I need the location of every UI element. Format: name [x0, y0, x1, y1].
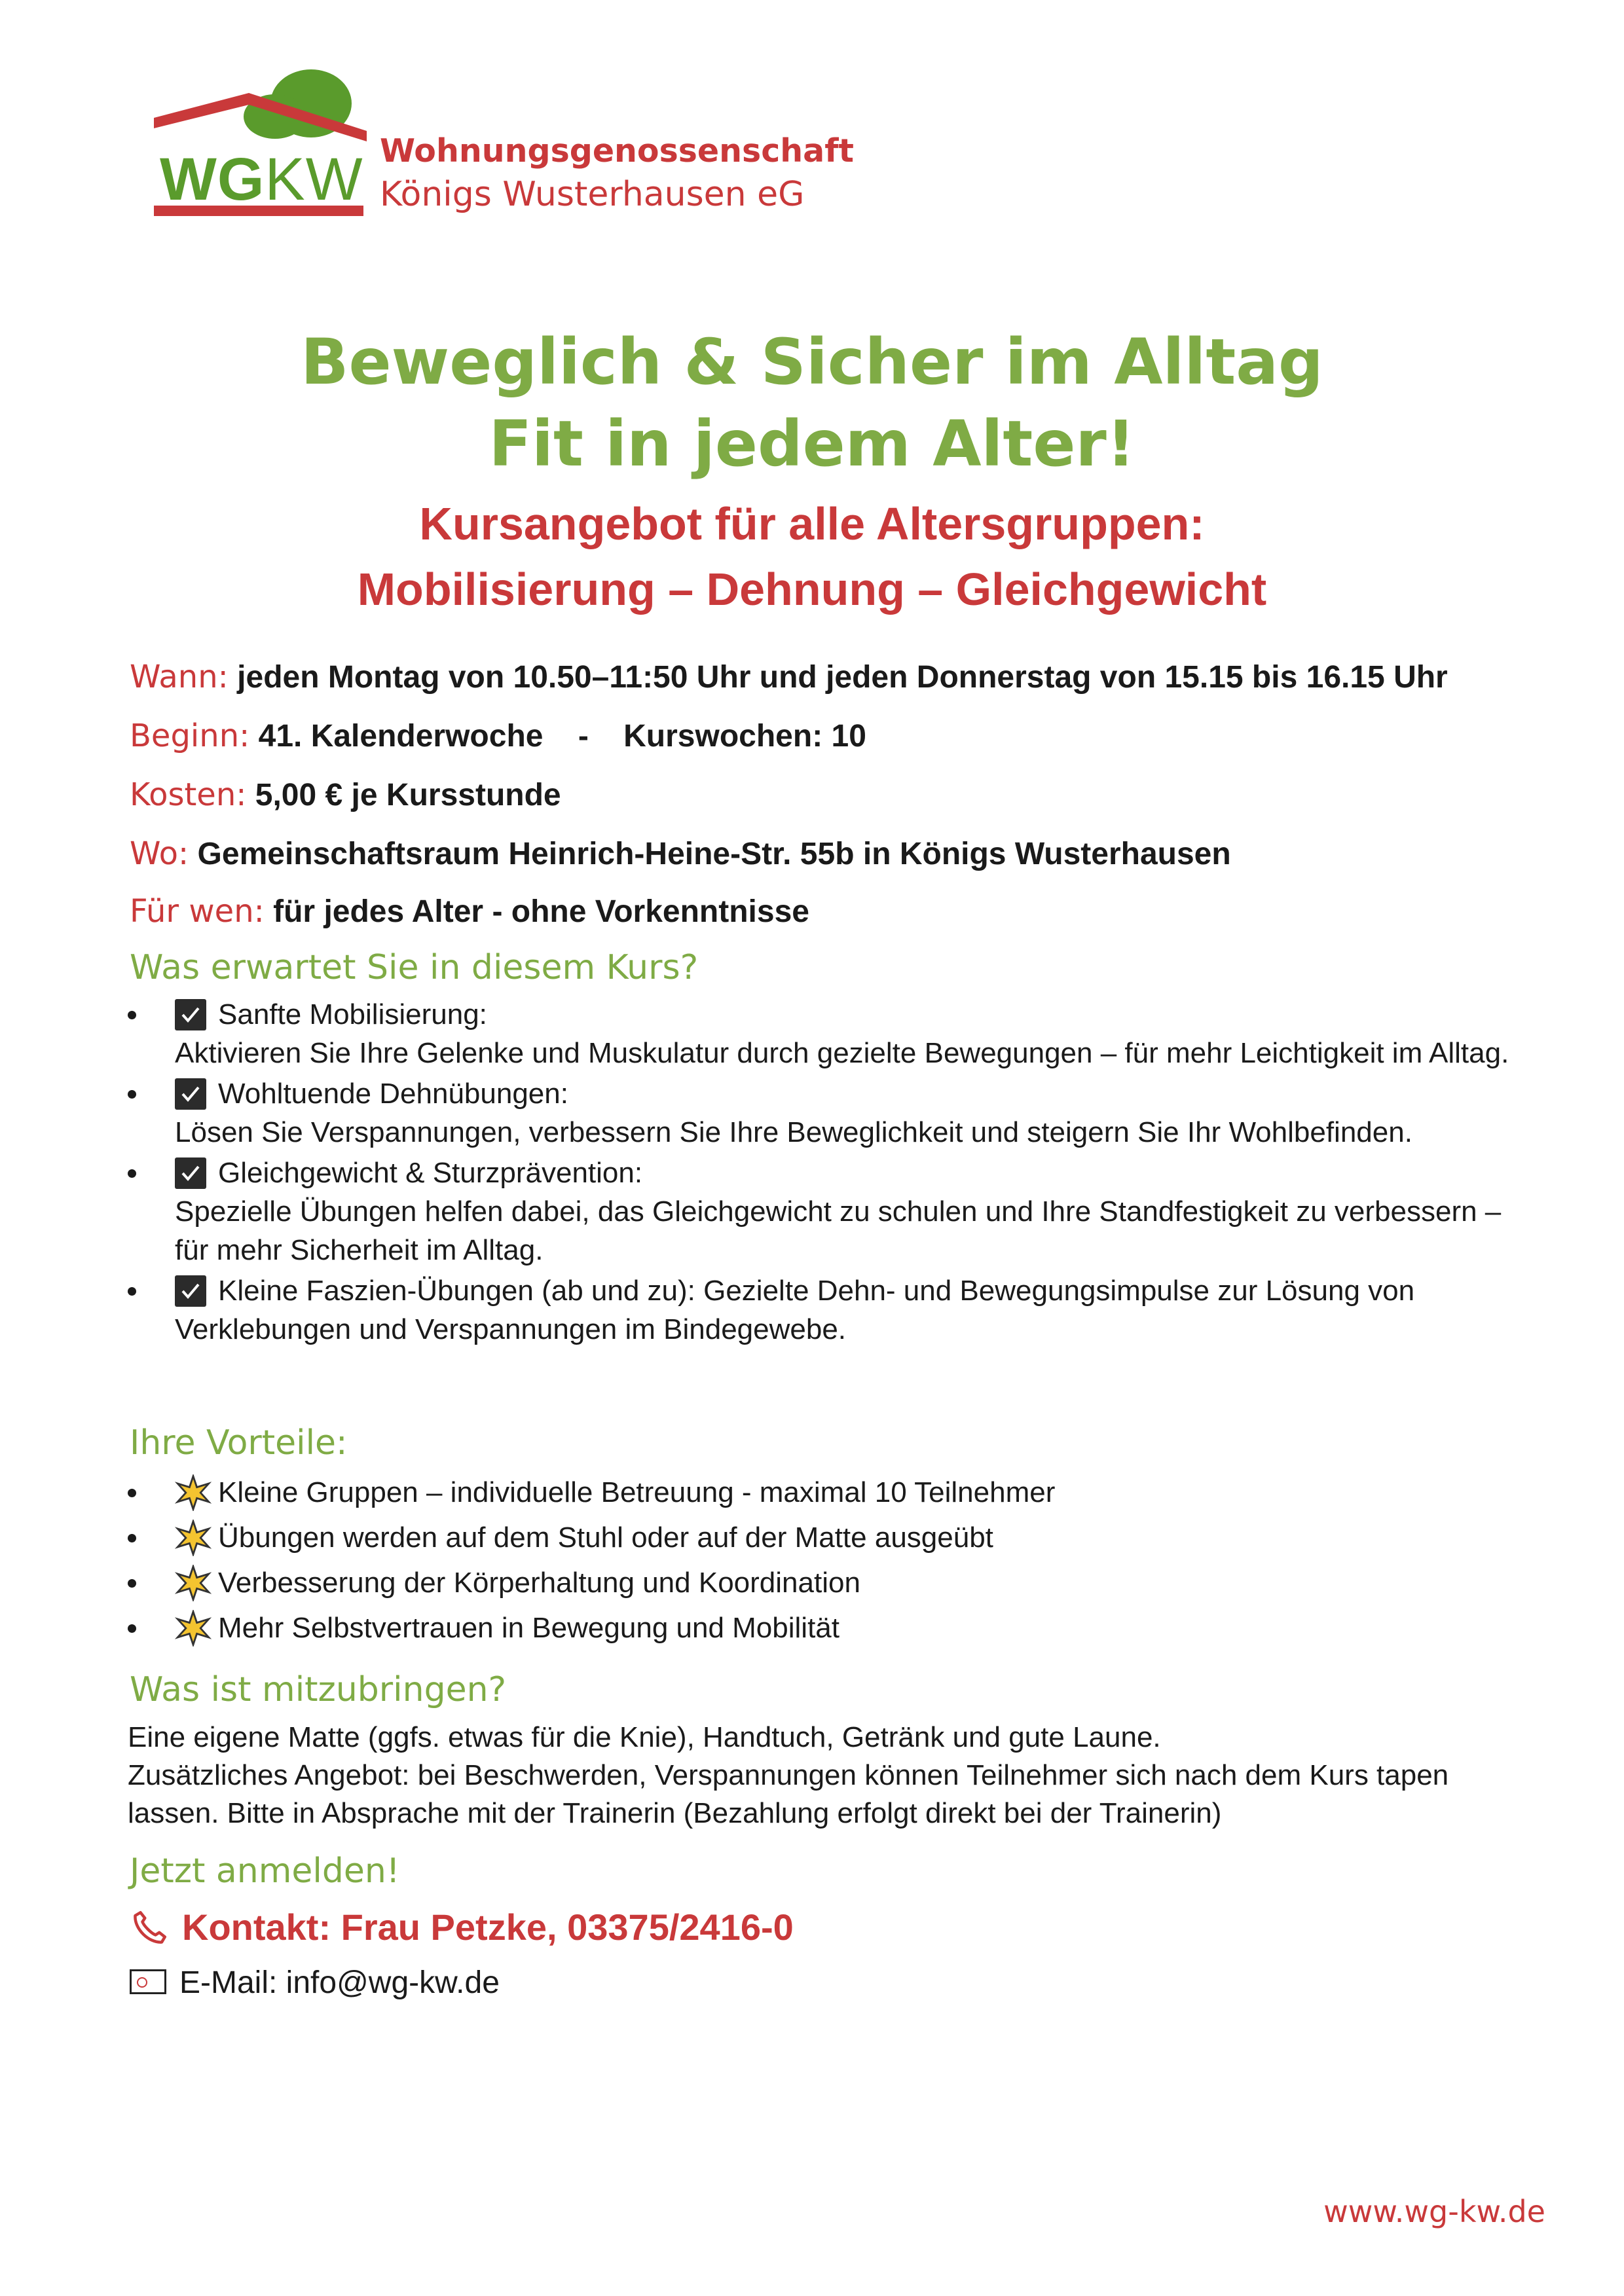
- bullet-icon: [128, 1579, 136, 1588]
- checkbox-checked-icon: [175, 1078, 206, 1110]
- subtitle-line2: Mobilisierung – Dehnung – Gleichgewicht: [357, 564, 1267, 615]
- list-item: [128, 1473, 1536, 1512]
- info-start-separator: -: [578, 719, 589, 754]
- subtitle-line1: Kursangebot für alle Altersgruppen:: [419, 498, 1205, 549]
- info-start-label: Beginn:: [130, 718, 250, 754]
- sparkle-star-icon: [175, 1474, 212, 1511]
- sparkle-star-icon: [175, 1520, 212, 1556]
- info-for-whom-value: für jedes Alter - ohne Vorkenntnisse: [273, 894, 809, 929]
- page-title-line2: Fit in jedem Alter!: [489, 407, 1135, 481]
- checkbox-checked-icon: [175, 1157, 206, 1189]
- list-item: [128, 1271, 1536, 1349]
- benefit-text: Verbesserung der Körperhaltung und Koordination: [218, 1567, 860, 1599]
- bullet-icon: [128, 1489, 136, 1497]
- sparkle-star-icon: [175, 1565, 212, 1601]
- info-when: [130, 661, 1448, 693]
- bring-line1: Eine eigene Matte (ggfs. etwas für die Knie), Handtuch, Getränk und gute Laune.: [128, 1721, 1161, 1753]
- mail-icon: [130, 1969, 166, 1994]
- bullet-icon: [128, 1624, 136, 1633]
- benefit-text: Mehr Selbstvertrauen in Bewegung und Mobilität: [218, 1612, 840, 1644]
- expect-list: [128, 995, 1536, 1351]
- list-item: [128, 1518, 1536, 1557]
- expect-item-title: Gleichgewicht & Sturzprävention:: [218, 1157, 643, 1189]
- info-where: [130, 835, 1231, 872]
- expect-item-title: Kleine Faszien-Übungen (ab und zu): Gezielte Dehn- und Bewegungsimpulse zur Lösung von Verklebungen und Verspannungen im Bindegewebe.: [175, 1275, 1415, 1345]
- list-item: [128, 995, 1536, 1072]
- expect-item-title: Wohltuende Dehnübungen:: [218, 1078, 568, 1110]
- page-title-line1: Beweglich & Sicher im Alltag: [301, 325, 1323, 399]
- checkbox-checked-icon: [175, 999, 206, 1030]
- expect-item-title: Sanfte Mobilisierung:: [218, 998, 487, 1030]
- info-where-value: Gemeinschaftsraum Heinrich-Heine-Str. 55b in Königs Wusterhausen: [197, 837, 1231, 871]
- bullet-icon: [128, 1011, 136, 1019]
- email-line: [130, 1967, 500, 1999]
- info-when-value: jeden Montag von 10.50–11:50 Uhr und jeden Donnerstag von 15.15 bis 16.15 Uhr: [237, 660, 1448, 695]
- info-for-whom: [130, 893, 809, 930]
- list-item: [128, 1609, 1536, 1647]
- website-link[interactable]: www.wg-kw.de: [1323, 2194, 1545, 2229]
- bring-text: [128, 1719, 1536, 1832]
- info-where-label: Wo:: [130, 835, 189, 872]
- bullet-icon: [128, 1090, 136, 1099]
- checkbox-checked-icon: [175, 1275, 206, 1307]
- info-start-value: 41. Kalenderwoche: [258, 719, 544, 754]
- bring-heading: Was ist mitzubringen?: [130, 1670, 507, 1709]
- bullet-icon: [128, 1169, 136, 1178]
- phone-icon: [130, 1908, 169, 1948]
- bring-line2: Zusätzliches Angebot: bei Beschwerden, Verspannungen können Teilnehmer sich nach dem Kurs tapen lassen. Bitte in Absprache mit der Trainerin (Bezahlung erfolgt direkt bei der Trainerin): [128, 1759, 1449, 1829]
- contact-line: [130, 1908, 794, 1948]
- logo-name-line1: Wohnungsgenossenschaft: [380, 132, 854, 170]
- contact-text: Kontakt: Frau Petzke, 03375/2416-0: [182, 1906, 794, 1948]
- benefit-text: Kleine Gruppen – individuelle Betreuung - maximal 10 Teilnehmer: [218, 1476, 1056, 1508]
- logo: [151, 65, 854, 236]
- bullet-icon: [128, 1287, 136, 1296]
- email-text: E-Mail: info@wg-kw.de: [179, 1965, 500, 2000]
- logo-company-name: [380, 131, 854, 217]
- cta-register: Jetzt anmelden!: [130, 1851, 400, 1891]
- info-cost-label: Kosten:: [130, 776, 247, 813]
- list-item: [128, 1154, 1536, 1269]
- info-for-whom-label: Für wen:: [130, 893, 265, 930]
- benefit-text: Übungen werden auf dem Stuhl oder auf der Matte ausgeübt: [218, 1522, 993, 1554]
- sparkle-star-icon: [175, 1610, 212, 1647]
- expect-heading: Was erwartet Sie in diesem Kurs?: [130, 948, 699, 987]
- info-when-label: Wann:: [130, 659, 229, 695]
- bullet-icon: [128, 1534, 136, 1542]
- benefits-heading: Ihre Vorteile:: [130, 1423, 348, 1463]
- info-cost: [130, 776, 561, 813]
- expect-item-text: Aktivieren Sie Ihre Gelenke und Muskulatur durch gezielte Bewegungen – für mehr Leichtigkeit im Alltag.: [175, 1037, 1509, 1069]
- info-course-weeks: Kurswochen: 10: [623, 719, 866, 754]
- info-cost-value: 5,00 € je Kursstunde: [255, 778, 561, 812]
- list-item: [128, 1074, 1536, 1152]
- logo-abbreviation: WGKW: [160, 146, 363, 213]
- list-item: [128, 1563, 1536, 1602]
- benefits-list: [128, 1473, 1536, 1654]
- info-start: [130, 720, 866, 752]
- expect-item-text: Spezielle Übungen helfen dabei, das Gleichgewicht zu schulen und Ihre Standfestigkeit zu verbessern – für mehr Sicherheit im Alltag.: [175, 1195, 1502, 1266]
- expect-item-text: Lösen Sie Verspannungen, verbessern Sie Ihre Beweglichkeit und steigern Sie Ihr Wohlbefinden.: [175, 1116, 1412, 1148]
- logo-name-line2: Königs Wusterhausen eG: [380, 175, 805, 214]
